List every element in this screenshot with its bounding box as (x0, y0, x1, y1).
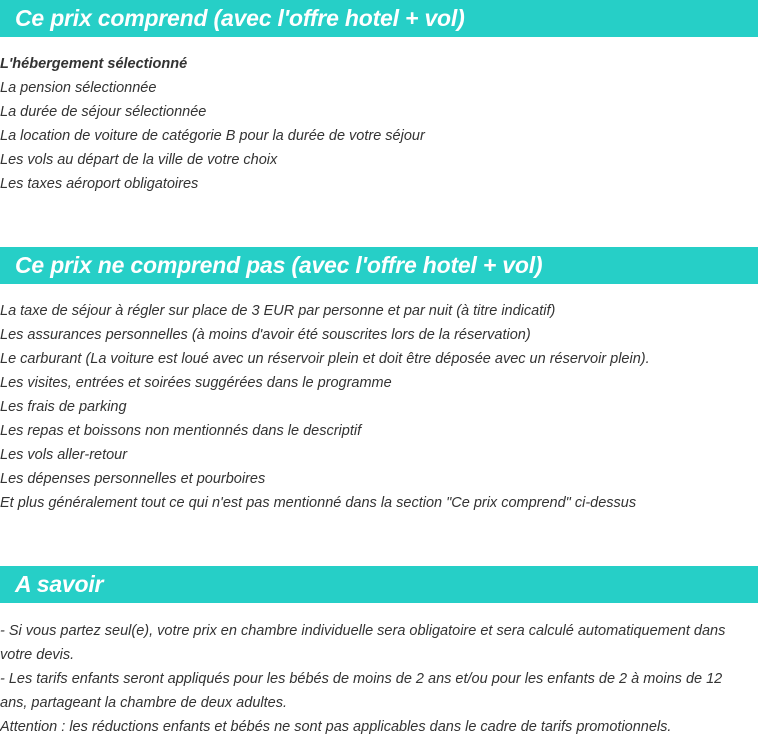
section-header-info (0, 566, 758, 603)
info-paragraph: Attention : les réductions enfants et bébés ne sont pas applicables dans le cadre de tarifs promotionnels. (0, 719, 672, 735)
list-item: Les assurances personnelles (à moins d'avoir été souscrites lors de la réservation) (0, 327, 531, 343)
section-header-excluded (0, 247, 758, 284)
list-item: La pension sélectionnée (0, 80, 157, 96)
list-item: Les frais de parking (0, 399, 127, 415)
list-item: Le carburant (La voiture est loué avec un réservoir plein et doit être déposée avec un réservoir plein). (0, 351, 650, 367)
section-title: A savoir (15, 571, 104, 597)
section-header-included (0, 0, 758, 37)
list-item: Et plus généralement tout ce qui n'est pas mentionné dans la section "Ce prix comprend" ci-dessus (0, 495, 637, 511)
section-title: Ce prix comprend (avec l'offre hotel + vol) (15, 5, 465, 31)
list-item: Les dépenses personnelles et pourboires (0, 471, 266, 487)
list-item: Les taxes aéroport obligatoires (0, 176, 199, 192)
list-item: L'hébergement sélectionné (0, 56, 188, 72)
info-paragraph: - Les tarifs enfants seront appliqués pour les bébés de moins de 2 ans et/ou pour les enfants de 2 à moins de 12 ans, partageant la chambre de deux adultes. (0, 671, 723, 711)
info-paragraph: - Si vous partez seul(e), votre prix en chambre individuelle sera obligatoire et sera calculé automatiquement dans votre devis. (0, 623, 726, 663)
list-item: Les visites, entrées et soirées suggérées dans le programme (0, 375, 392, 391)
list-item: Les repas et boissons non mentionnés dans le descriptif (0, 423, 362, 439)
list-item: Les vols au départ de la ville de votre choix (0, 152, 278, 168)
section-title: Ce prix ne comprend pas (avec l'offre hotel + vol) (15, 252, 543, 278)
list-item: La taxe de séjour à régler sur place de 3 EUR par personne et par nuit (à titre indicatif) (0, 303, 556, 319)
list-item: La location de voiture de catégorie B pour la durée de votre séjour (0, 128, 425, 144)
excluded-list (0, 299, 758, 515)
list-item: La durée de séjour sélectionnée (0, 104, 207, 120)
list-item: Les vols aller-retour (0, 447, 128, 463)
included-list (0, 52, 758, 196)
